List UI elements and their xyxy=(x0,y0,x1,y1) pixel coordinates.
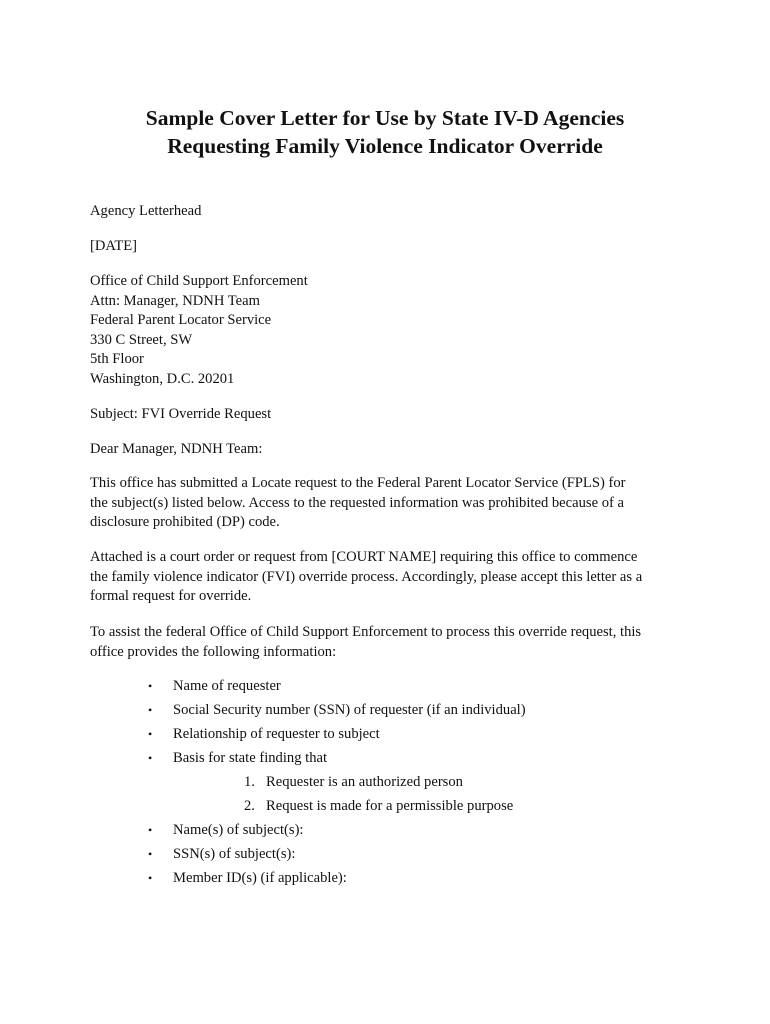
address-line: Washington, D.C. 20201 xyxy=(90,370,235,387)
paragraph-line: To assist the federal Office of Child Support Enforcement to process this override request, this xyxy=(90,624,642,640)
item-number: 1. xyxy=(244,774,255,790)
address-line: Attn: Manager, NDNH Team xyxy=(90,292,260,309)
bullet-icon: • xyxy=(148,751,153,765)
address-line: 330 C Street, SW xyxy=(90,331,193,348)
title-line-1: Sample Cover Letter for Use by State IV-D Agencies xyxy=(145,106,625,130)
paragraph-2 xyxy=(90,548,690,607)
letter-date: [DATE] xyxy=(90,238,138,254)
bullet-text: Social Security number (SSN) of requester (if an individual) xyxy=(173,702,526,718)
paragraph-line: disclosure prohibited (DP) code. xyxy=(90,514,280,530)
subject-line: Subject: FVI Override Request xyxy=(90,406,272,422)
document-title xyxy=(0,104,770,160)
bullet-icon: • xyxy=(148,847,153,861)
bullet-text: Basis for state finding that xyxy=(173,750,328,766)
paragraph-line: This office has submitted a Locate request to the Federal Parent Locator Service (FPLS) for xyxy=(90,475,626,491)
bullet-text: Name of requester xyxy=(173,678,281,694)
bullet-icon: • xyxy=(148,703,153,717)
paragraph-line: the subject(s) listed below. Access to the requested information was prohibited because of a xyxy=(90,494,624,511)
bullet-text: Name(s) of subject(s): xyxy=(173,822,304,838)
item-number: 2. xyxy=(244,798,255,814)
paragraph-3 xyxy=(90,623,690,662)
address-line: 5th Floor xyxy=(90,351,144,367)
numbered-text: Requester is an authorized person xyxy=(266,774,463,790)
bullet-text: SSN(s) of subject(s): xyxy=(173,846,296,862)
bullet-text: Relationship of requester to subject xyxy=(173,726,380,742)
bullet-text: Member ID(s) (if applicable): xyxy=(173,870,347,886)
title-line-2: Requesting Family Violence Indicator Override xyxy=(167,134,603,158)
address-line: Federal Parent Locator Service xyxy=(90,312,272,328)
recipient-address xyxy=(90,272,690,389)
paragraph-1 xyxy=(90,474,690,533)
bullet-item xyxy=(148,869,347,889)
bullet-item xyxy=(148,845,295,865)
bullet-icon: • xyxy=(148,871,153,885)
paragraph-line: the family violence indicator (FVI) override process. Accordingly, please accept this letter as a xyxy=(90,568,643,585)
numbered-text: Request is made for a permissible purpose xyxy=(266,798,514,814)
paragraph-line: formal request for override. xyxy=(90,588,252,604)
bullet-item xyxy=(148,821,304,841)
bullet-icon: • xyxy=(148,823,153,837)
bullet-icon: • xyxy=(148,679,153,693)
salutation: Dear Manager, NDNH Team: xyxy=(90,441,263,457)
address-line: Office of Child Support Enforcement xyxy=(90,273,308,289)
paragraph-line: office provides the following information: xyxy=(90,643,337,660)
bullet-item xyxy=(148,749,327,769)
numbered-item xyxy=(244,797,513,817)
bullet-icon: • xyxy=(148,727,153,741)
agency-letterhead: Agency Letterhead xyxy=(90,203,202,219)
paragraph-line: Attached is a court order or request from [COURT NAME] requiring this office to commence xyxy=(90,549,638,565)
bullet-item xyxy=(148,701,526,721)
bullet-item xyxy=(148,677,281,697)
bullet-item xyxy=(148,725,380,745)
numbered-item xyxy=(244,773,463,793)
